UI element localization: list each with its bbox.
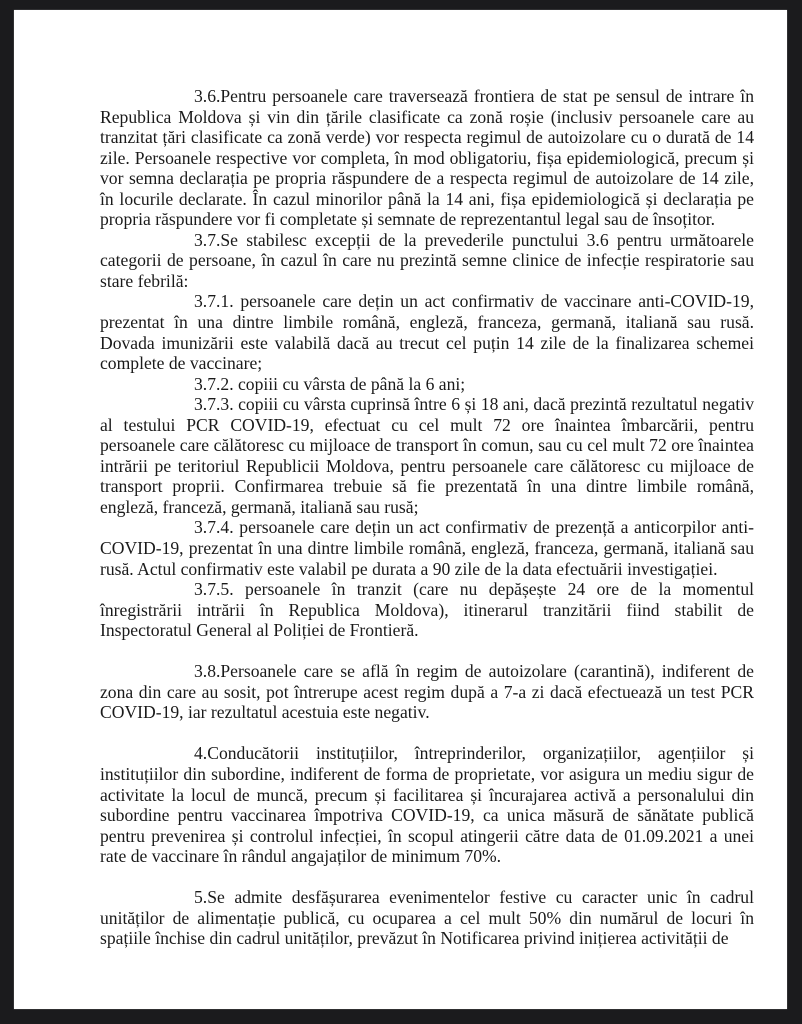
paragraph-3-7-5 [100, 579, 754, 641]
paragraph-text: Pentru persoanele care traversează frontiera de stat pe sensul de intrare în Republica Moldova și vin din țările clasificate ca zonă roșie (inclusiv persoanele care au tranzitat țări clasificate ca zonă verde) vor respecta regimul de autoizolare cu o durată de 14 zile. Persoanele respective vor completa, în mod obligatoriu, fișa epidemiologică, precum și vor semna declarația pe propria răspundere de a respecta regimul de autoizolare de 14 zile, în locurile declarate. În cazul minorilor până la 14 ani, fișa epidemiologică și declarația pe propria răspundere vor fi completate și semnate de reprezentantul legal sau de însoțitor. [100, 86, 754, 230]
document-page [14, 10, 787, 1009]
paragraph-text: persoanele în tranzit (care nu depășește 24 ore de la momentul înregistrării intrării în Republica Moldova), itinerarul tranzitării fiind stabilit de Inspectoratul General al Poliției de Frontieră. [100, 579, 754, 641]
paragraph-number: 5. [194, 887, 208, 908]
paragraph-text: Conducătorii instituțiilor, întreprinderilor, organizațiilor, agențiilor și instituțiilor din subordine, indiferent de forma de proprietate, vor asigura un mediu sigur de activitate la locul de muncă, precum și facilitarea și încurajarea activă a personalului din subordine pentru vaccinarea împotriva COVID-19, ca unica măsură de sănătate publică pentru prevenirea și controlul infecției, în scopul atingerii către data de 01.09.2021 a unei rate de vaccinare în rândul angajaților de minimum 70%. [100, 743, 754, 867]
paragraph-number: 3.7.2. [194, 373, 234, 394]
paragraph-3-7-2 [100, 374, 754, 395]
paragraph-number: 4. [194, 743, 208, 764]
paragraph-3-7-1 [100, 291, 754, 373]
spacer [100, 723, 754, 744]
paragraph-3-6 [100, 86, 754, 230]
paragraph-text: copiii cu vârsta de până la 6 ani; [238, 373, 466, 394]
paragraph-3-7-3 [100, 394, 754, 517]
paragraph-number: 3.7.4. [194, 517, 234, 538]
paragraph-number: 3.7. [194, 229, 221, 250]
paragraph-number: 3.6. [194, 86, 221, 106]
paragraph-number: 3.7.5. [194, 579, 234, 600]
paragraph-3-7-4 [100, 517, 754, 579]
paragraph-3-7 [100, 230, 754, 292]
paragraph-number: 3.7.3. [194, 394, 234, 415]
spacer [100, 641, 754, 662]
paragraph-text: copiii cu vârsta cuprinsă între 6 și 18 ani, dacă prezintă rezultatul negativ al testului PCR COVID-19, efectuat cu cel mult 72 ore înaintea îmbarcării, pentru persoanele care călătoresc cu mijloace de transport în comun, sau cu cel mult 72 ore înaintea intrării pe teritoriul Republicii Moldova, pentru persoanele care călătoresc cu mijloace de transport proprii. Confirmarea trebuie să fie prezentată în una dintre limbile română, engleză, franceză, germană, italiană sau rusă; [100, 394, 755, 517]
paragraph-4 [100, 743, 754, 866]
paragraph-5 [100, 887, 754, 949]
paragraph-text: Se stabilesc excepții de la prevederile punctului 3.6 pentru următoarele categorii de persoane, în cazul în care nu prezintă semne clinice de infecție respiratorie sau stare febrilă: [100, 229, 754, 291]
paragraph-number: 3.8. [194, 661, 221, 682]
paragraph-text: persoanele care dețin un act confirmativ de vaccinare anti-COVID-19, prezentat în una dintre limbile română, engleză, franceza, germană, italiană sau rusă. Dovada imunizării este valabilă dacă au trecut cel puțin 14 zile de la finalizarea schemei complete de vaccinare; [100, 291, 754, 374]
paragraph-text: persoanele care dețin un act confirmativ de prezență a anticorpilor anti-COVID-19, prezentat în una dintre limbile română, engleză, franceza, germană, italiană sau rusă. Actul confirmativ este valabil pe durata a 90 zile de la data efectuării investigației. [100, 517, 755, 579]
paragraph-3-8 [100, 661, 754, 723]
paragraph-text: Se admite desfășurarea evenimentelor festive cu caracter unic în cadrul unităților de alimentație publică, cu ocuparea a cel mult 50% din numărul de locuri în spațiile închise din cadrul unităților, prevăzut în Notificarea privind inițierea activității de [100, 887, 754, 949]
spacer [100, 867, 754, 888]
document-body [100, 86, 754, 949]
paragraph-text: Persoanele care se află în regim de autoizolare (carantină), indiferent de zona din care au sosit, pot întrerupe acest regim după a 7-a zi dacă efectuează un test PCR COVID-19, iar rezultatul acestuia este negativ. [100, 661, 754, 723]
paragraph-number: 3.7.1. [194, 291, 234, 312]
